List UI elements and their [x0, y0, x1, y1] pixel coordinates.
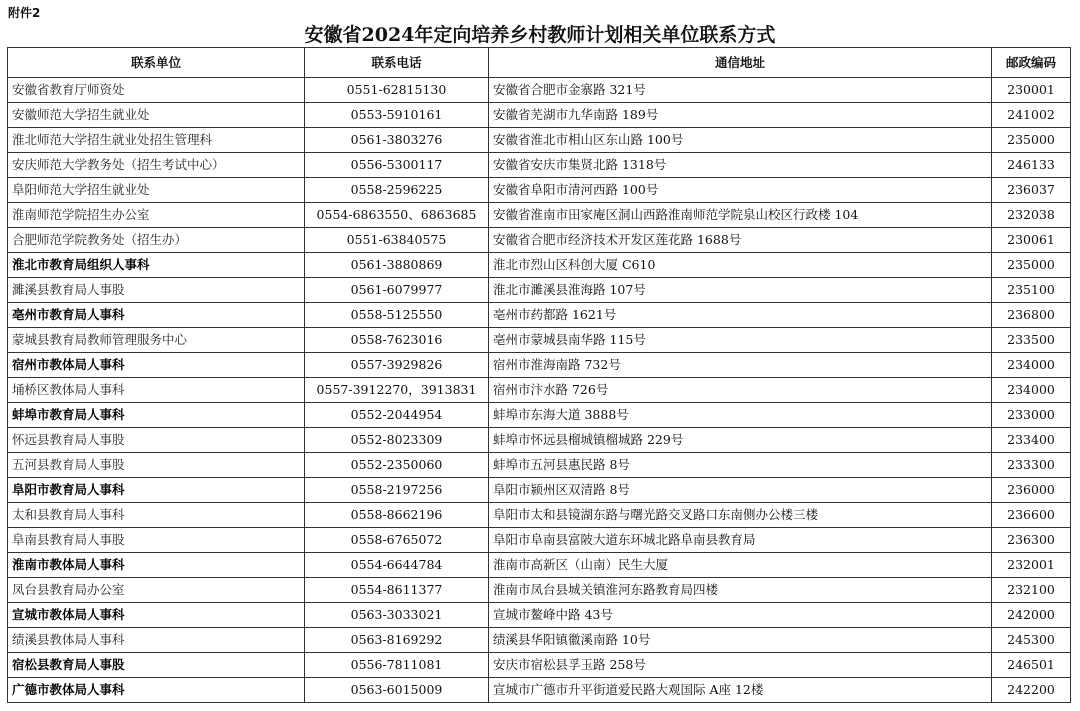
unit-cell: 怀远县教育局人事股	[8, 428, 305, 453]
address-cell: 阜阳市阜南县富陂大道东环城北路阜南县教育局	[489, 528, 992, 553]
table-row	[8, 303, 1071, 328]
table-row	[8, 403, 1071, 428]
table-row	[8, 278, 1071, 303]
table-row	[8, 153, 1071, 178]
unit-cell: 阜阳师范大学招生就业处	[8, 178, 305, 203]
zip-cell: 236600	[992, 503, 1071, 528]
phone-cell: 0558-6765072	[305, 528, 489, 553]
phone-cell: 0563-6015009	[305, 678, 489, 703]
address-cell: 阜阳市太和县镜湖东路与曙光路交叉路口东南侧办公楼三楼	[489, 503, 992, 528]
table-row	[8, 528, 1071, 553]
zip-cell: 242200	[992, 678, 1071, 703]
table-row	[8, 328, 1071, 353]
unit-cell: 淮北市教育局组织人事科	[8, 253, 305, 278]
phone-cell: 0557-3912270，3913831	[305, 378, 489, 403]
address-cell: 淮北市濉溪县淮海路 107号	[489, 278, 992, 303]
address-cell: 宿州市汴水路 726号	[489, 378, 992, 403]
header-unit: 联系单位	[8, 48, 305, 78]
unit-cell: 宿松县教育局人事股	[8, 653, 305, 678]
unit-cell: 埇桥区教体局人事科	[8, 378, 305, 403]
phone-cell: 0561-3803276	[305, 128, 489, 153]
table-row	[8, 453, 1071, 478]
unit-cell: 淮南市教体局人事科	[8, 553, 305, 578]
zip-cell: 234000	[992, 353, 1071, 378]
table-row	[8, 428, 1071, 453]
phone-cell: 0551-63840575	[305, 228, 489, 253]
address-cell: 安徽省芜湖市九华南路 189号	[489, 103, 992, 128]
zip-cell: 246501	[992, 653, 1071, 678]
contact-table	[7, 47, 1071, 703]
address-cell: 淮北市烈山区科创大厦 C610	[489, 253, 992, 278]
header-phone: 联系电话	[305, 48, 489, 78]
unit-cell: 阜阳市教育局人事科	[8, 478, 305, 503]
table-header-row	[8, 48, 1071, 78]
attachment-label: 附件2	[8, 6, 41, 20]
phone-cell: 0556-5300117	[305, 153, 489, 178]
zip-cell: 236300	[992, 528, 1071, 553]
address-cell: 淮南市凤台县城关镇淮河东路教育局四楼	[489, 578, 992, 603]
phone-cell: 0554-6644784	[305, 553, 489, 578]
table-row	[8, 553, 1071, 578]
zip-cell: 232100	[992, 578, 1071, 603]
phone-cell: 0556-7811081	[305, 653, 489, 678]
unit-cell: 蒙城县教育局教师管理服务中心	[8, 328, 305, 353]
unit-cell: 安徽省教育厅师资处	[8, 78, 305, 103]
address-cell: 亳州市药都路 1621号	[489, 303, 992, 328]
zip-cell: 235000	[992, 128, 1071, 153]
zip-cell: 233500	[992, 328, 1071, 353]
phone-cell: 0558-8662196	[305, 503, 489, 528]
address-cell: 宣城市鳌峰中路 43号	[489, 603, 992, 628]
phone-cell: 0553-5910161	[305, 103, 489, 128]
zip-cell: 233300	[992, 453, 1071, 478]
phone-cell: 0551-62815130	[305, 78, 489, 103]
table-row	[8, 178, 1071, 203]
unit-cell: 濉溪县教育局人事股	[8, 278, 305, 303]
address-cell: 蚌埠市五河县惠民路 8号	[489, 453, 992, 478]
table-row	[8, 603, 1071, 628]
phone-cell: 0552-2044954	[305, 403, 489, 428]
address-cell: 安徽省淮北市相山区东山路 100号	[489, 128, 992, 153]
address-cell: 安徽省安庆市集贤北路 1318号	[489, 153, 992, 178]
unit-cell: 淮南师范学院招生办公室	[8, 203, 305, 228]
address-cell: 淮南市高新区（山南）民生大厦	[489, 553, 992, 578]
document-title: 安徽省2024年定向培养乡村教师计划相关单位联系方式	[304, 24, 776, 46]
zip-cell: 245300	[992, 628, 1071, 653]
phone-cell: 0561-6079977	[305, 278, 489, 303]
address-cell: 安徽省合肥市金寨路 321号	[489, 78, 992, 103]
unit-cell: 亳州市教育局人事科	[8, 303, 305, 328]
phone-cell: 0552-8023309	[305, 428, 489, 453]
zip-cell: 232001	[992, 553, 1071, 578]
unit-cell: 合肥师范学院教务处（招生办）	[8, 228, 305, 253]
zip-cell: 236800	[992, 303, 1071, 328]
table-row	[8, 203, 1071, 228]
unit-cell: 蚌埠市教育局人事科	[8, 403, 305, 428]
header-zip: 邮政编码	[992, 48, 1071, 78]
address-cell: 安徽省合肥市经济技术开发区莲花路 1688号	[489, 228, 992, 253]
unit-cell: 凤台县教育局办公室	[8, 578, 305, 603]
phone-cell: 0558-5125550	[305, 303, 489, 328]
zip-cell: 241002	[992, 103, 1071, 128]
unit-cell: 阜南县教育局人事股	[8, 528, 305, 553]
table-row	[8, 628, 1071, 653]
table-row	[8, 103, 1071, 128]
zip-cell: 236000	[992, 478, 1071, 503]
zip-cell: 236037	[992, 178, 1071, 203]
zip-cell: 233400	[992, 428, 1071, 453]
table-row	[8, 653, 1071, 678]
zip-cell: 242000	[992, 603, 1071, 628]
zip-cell: 232038	[992, 203, 1071, 228]
zip-cell: 234000	[992, 378, 1071, 403]
phone-cell: 0558-2197256	[305, 478, 489, 503]
phone-cell: 0558-2596225	[305, 178, 489, 203]
table-body	[8, 78, 1071, 703]
address-cell: 宿州市淮海南路 732号	[489, 353, 992, 378]
unit-cell: 宣城市教体局人事科	[8, 603, 305, 628]
unit-cell: 宿州市教体局人事科	[8, 353, 305, 378]
address-cell: 绩溪县华阳镇徽溪南路 10号	[489, 628, 992, 653]
unit-cell: 安徽师范大学招生就业处	[8, 103, 305, 128]
table-row	[8, 228, 1071, 253]
unit-cell: 五河县教育局人事股	[8, 453, 305, 478]
phone-cell: 0557-3929826	[305, 353, 489, 378]
address-cell: 安徽省阜阳市清河西路 100号	[489, 178, 992, 203]
zip-cell: 235100	[992, 278, 1071, 303]
header-address: 通信地址	[489, 48, 992, 78]
table-row	[8, 78, 1071, 103]
table-row	[8, 578, 1071, 603]
zip-cell: 230001	[992, 78, 1071, 103]
zip-cell: 233000	[992, 403, 1071, 428]
address-cell: 安徽省淮南市田家庵区洞山西路淮南师范学院泉山校区行政楼 104	[489, 203, 992, 228]
table-row	[8, 253, 1071, 278]
phone-cell: 0554-6863550、6863685	[305, 203, 489, 228]
unit-cell: 淮北师范大学招生就业处招生管理科	[8, 128, 305, 153]
zip-cell: 235000	[992, 253, 1071, 278]
address-cell: 安庆市宿松县孚玉路 258号	[489, 653, 992, 678]
phone-cell: 0561-3880869	[305, 253, 489, 278]
phone-cell: 0552-2350060	[305, 453, 489, 478]
unit-cell: 太和县教育局人事科	[8, 503, 305, 528]
address-cell: 蚌埠市东海大道 3888号	[489, 403, 992, 428]
address-cell: 宣城市广德市升平街道爱民路大观国际 A座 12楼	[489, 678, 992, 703]
table-row	[8, 478, 1071, 503]
unit-cell: 绩溪县教体局人事科	[8, 628, 305, 653]
phone-cell: 0558-7623016	[305, 328, 489, 353]
table-row	[8, 353, 1071, 378]
phone-cell: 0563-3033021	[305, 603, 489, 628]
zip-cell: 230061	[992, 228, 1071, 253]
address-cell: 亳州市蒙城县南华路 115号	[489, 328, 992, 353]
table-row	[8, 378, 1071, 403]
unit-cell: 安庆师范大学教务处（招生考试中心）	[8, 153, 305, 178]
address-cell: 蚌埠市怀远县榴城镇榴城路 229号	[489, 428, 992, 453]
phone-cell: 0554-8611377	[305, 578, 489, 603]
table-row	[8, 128, 1071, 153]
table-row	[8, 503, 1071, 528]
address-cell: 阜阳市颍州区双清路 8号	[489, 478, 992, 503]
unit-cell: 广德市教体局人事科	[8, 678, 305, 703]
zip-cell: 246133	[992, 153, 1071, 178]
phone-cell: 0563-8169292	[305, 628, 489, 653]
table-row	[8, 678, 1071, 703]
